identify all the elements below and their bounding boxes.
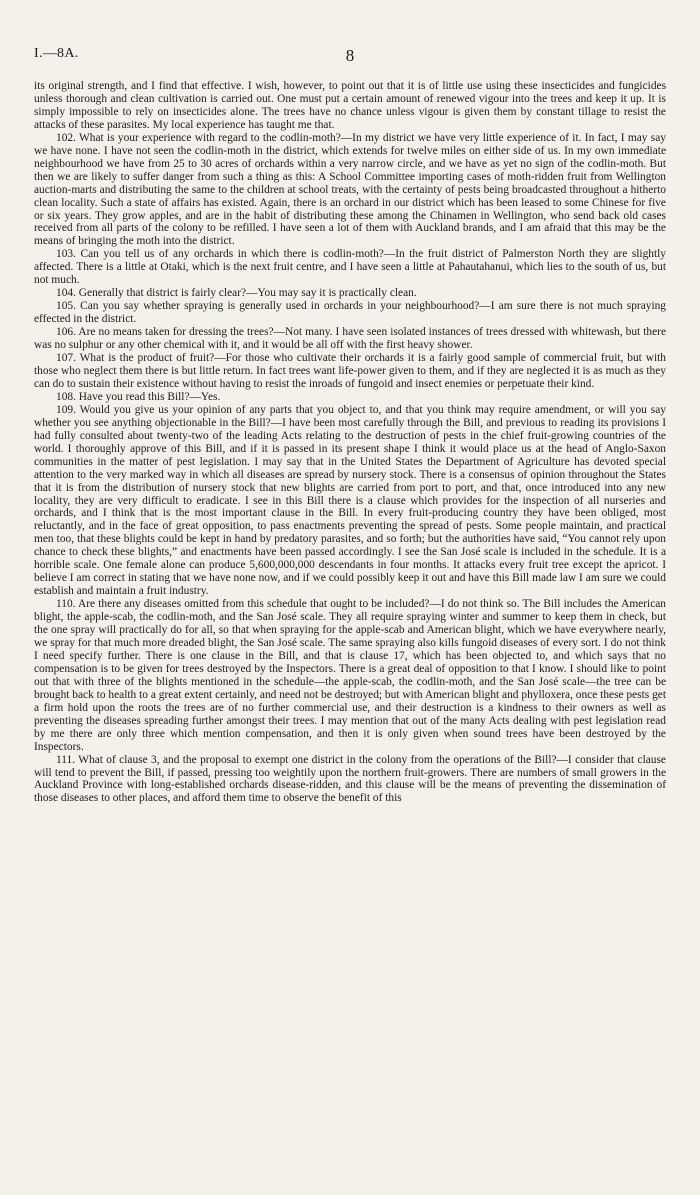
paragraph-106: 106. Are no means taken for dressing the trees?—Not many. I have seen isolated instances of trees dressed with whitewash, but there was no sulphur or any other chemical with it, and it would be all off with the first heavy shower. (34, 326, 666, 352)
page-number: 8 (345, 46, 355, 65)
document-reference: I.—8A. (34, 46, 79, 61)
paragraph-103: 103. Can you tell us of any orchards in which there is codlin-moth?—In the fruit district of Palmerston North they are slightly affected. There is a little at Otaki, which is the next fruit centre, and I have seen a little at Pahautahanui, which lies to the south of us, but not much. (34, 248, 666, 287)
paragraph-104: 104. Generally that district is fairly clear?—You may say it is practically clean. (56, 287, 417, 300)
paragraph-102: 102. What is your experience with regard to the codlin-moth?—In my district we have very little experience of it. In fact, I may say we have none. I have not seen the codlin-moth in the district, which extends for twelve miles on either side of us. In my own immediate neighbourhood we have from 25 to 30 acres of orchards within a very narrow circle, and we have as yet no sign of the codlin-moth. But then we are likely to suffer danger from such a thing as this: A School Committee importing cases of moth-ridden fruit from Wellington auction-marts and distributing the same to the children at school treats, with the certainty of pests being broadcasted throughout a hitherto clean locality. Such a state of affairs has existed. Again, there is an orchard in our district which has been leased to some Chinese for five or six years. They grow apples, and are in the habit of distributing these among the Chinamen in Wellington, who send back old cases received from all parts of the colony to be refilled. I have seen a lot of them with Auckland brands, and I am afraid that this may be the means of bringing the moth into the district. (34, 131, 666, 248)
paragraph-111: 111. What of clause 3, and the proposal to exempt one district in the colony from the operations of the Bill?—I consider that clause will tend to prevent the Bill, if passed, pressing too weightily upon the northern fruit-growers. There are numbers of small growers in the Auckland Province with long-established orchards disease-ridden, and this clause will be the means of preventing the dissemination of those diseases to other places, and afford them time to observe the benefit of this (34, 753, 666, 805)
page-header (34, 46, 666, 68)
paragraph-108: 108. Have you read this Bill?—Yes. (56, 390, 221, 403)
paragraph-110: 110. Are there any diseases omitted from this schedule that ought to be included?—I do not think so. The Bill includes the American blight, the apple-scab, the codlin-moth, and the San José scale. They all require spraying winter and summer to keep them in check, but the one spray will practically do for all, so that when spraying for the apple-scab and American blight, which we have everywhere nearly, we spray for that much more dreaded blight, the San José scale. The same spraying also kills fungoid diseases of every sort. I do not think I need specify further. There is one clause in the Bill, and that is clause 17, which has been objected to, and which says that no compensation is to be given for trees destroyed by the Inspectors. There is a great deal of opposition to that I know. I should like to point out that with three of the blights mentioned in the schedule—the apple-scab, the codlin-moth, and the San José scale—the tree can be brought back to health to a great extent certainly, and need not be destroyed; but with American blight and phylloxera, once these pests get a firm hold upon the roots the trees are of no further commercial use, and their destruction is a kindness to their owners as well as preventing the diseases spreading further amongst their trees. I may mention that out of the many Acts dealing with pest legislation read by me there are only three which mention compensation, and then it is only given when sound trees have been destroyed by the Inspectors. (34, 598, 666, 753)
paragraph-107: 107. What is the product of fruit?—For those who cultivate their orchards it is a fairly good sample of commercial fruit, but with those who neglect them there is but little return. In fact trees want life-power given to them, and if they are neglected it is as much as they can do to sustain their existence without having to resist the inroads of fungoid and insect enemies or perpetuate their kind. (34, 352, 666, 390)
paragraph-109: 109. Would you give us your opinion of any parts that you object to, and that you think may require amendment, or will you say whether you see anything objectionable in the Bill?—I have been most carefully through the Bill, and previous to reading its provisions I had fully consulted about twenty-two of the leading Acts relating to the destruction of pests in the chief fruit-growing countries of the world. I thoroughly approve of this Bill, and if it is passed in its present shape I think it would place us at the head of Anglo-Saxon communities in the matter of pest legislation. I may say that in the United States the Department of Agriculture has devoted special attention to the very marked way in which all diseases are spread by nursery stock. There is a consensus of opinion throughout the States that it is from the distribution of nursery stock that new blights are carried from port to port, and that, once introduced into any new locality, they are very difficult to eradicate. I see in this Bill there is a clause which provides for the inspection of all nurseries and orchards, and I think that is the most important clause in the Bill. In every fruit-producing country they have been obliged, most reluctantly, and in the face of great opposition, to pass enactments preventing the spread of pests. Some people maintain, and practical men too, that these blights could be kept in hand by predatory parasites, and so forth; but the authorities have said, “You cannot rely upon chance to check these blights,” and enactments have been passed accordingly. I see the San José scale is included in the schedule. It is a horrible scale. One female alone can produce 5,600,000,000 descendants in four months. It attacks every fruit tree except the apricot. I believe I am correct in stating that we have none now, and if we could possibly keep it out and have this Bill made law I am sure we could establish and maintain a fruit industry. (34, 403, 666, 598)
paragraph-105: 105. Can you say whether spraying is generally used in orchards in your neighbourhood?—I am sure there is not much spraying effected in the district. (34, 300, 666, 326)
document-body (34, 80, 666, 805)
paragraph-continuation: its original strength, and I find that effective. I wish, however, to point out that it is of little use using these insecticides and fungicides unless thorough and clean cultivation is carried out. One must put a certain amount of renewed vigour into the trees and keep it up. It is simply impossible to rely on insecticides alone. The trees have no chance unless vigour is given them by constant tillage to resist the attacks of these parasites. My local experience has taught me that. (34, 80, 666, 131)
